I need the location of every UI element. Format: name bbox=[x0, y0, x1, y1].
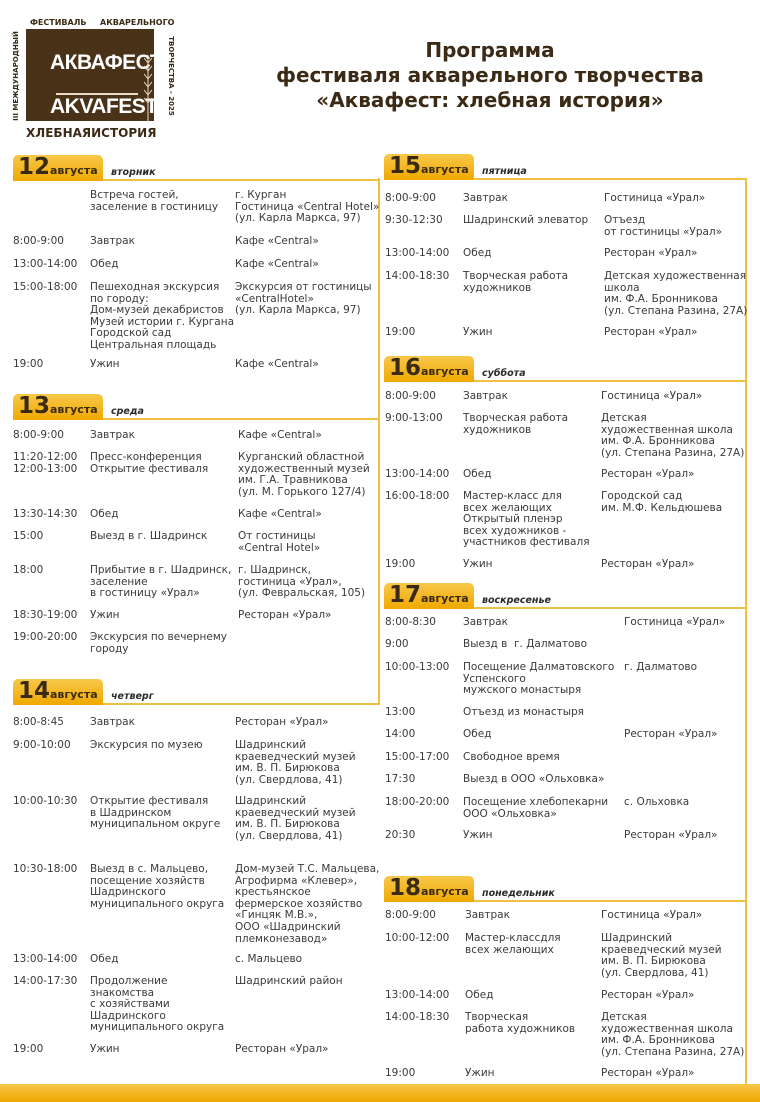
row-place: Шадринский район bbox=[235, 975, 343, 987]
row-time: 13:00-14:00 bbox=[385, 989, 450, 1001]
weekday-label: четверг bbox=[111, 691, 154, 702]
title-line-3: «Аквафест: хлебная история» bbox=[316, 88, 664, 112]
row-place: Гостиница «Урал» bbox=[601, 390, 703, 402]
row-time: 13:00-14:00 bbox=[13, 258, 78, 270]
date-month: августа bbox=[421, 365, 469, 378]
date-month: августа bbox=[421, 592, 469, 605]
row-activity: Завтрак bbox=[90, 716, 135, 728]
row-time: 13:30-14:30 bbox=[13, 508, 78, 520]
row-place: Гостиница «Урал» bbox=[624, 616, 726, 628]
row-place: Детская художественная школа им. Ф.А. Бронникова (ул. Степана Разина, 27А) bbox=[601, 412, 745, 459]
section-underline bbox=[103, 179, 379, 181]
row-activity: Шадринский элеватор bbox=[463, 214, 589, 226]
date-tab bbox=[13, 155, 103, 181]
row-time: 9:00-10:00 bbox=[13, 739, 71, 751]
date-number: 12 bbox=[18, 154, 51, 180]
row-activity: Творческая работа художников bbox=[463, 270, 569, 294]
logo-left-side: III МЕЖДУНАРОДНЫЙ bbox=[12, 31, 20, 121]
row-activity: Завтрак bbox=[463, 192, 508, 204]
row-activity: Выезд в с. Мальцево, посещение хозяйств Шадринского муниципального округа bbox=[90, 863, 225, 910]
row-place: Кафе «Central» bbox=[235, 235, 319, 247]
row-activity: Обед bbox=[90, 258, 119, 270]
date-tab bbox=[384, 583, 474, 609]
row-activity: Отъезд из монастыря bbox=[463, 706, 584, 718]
date-tab bbox=[13, 679, 103, 705]
row-activity: Экскурсия по музею bbox=[90, 739, 203, 751]
row-place: От гостиницы «Central Hotel» bbox=[238, 530, 321, 554]
row-activity: Пресс-конференция Открытие фестиваля bbox=[90, 451, 209, 475]
bottom-bar bbox=[0, 1084, 760, 1102]
row-activity: Обед bbox=[463, 728, 492, 740]
row-place: Курганский областной художественный музей им. Г.А. Травникова (ул. М. Горького 127/4) bbox=[238, 451, 370, 498]
row-place: Ресторан «Урал» bbox=[604, 247, 698, 259]
date-tab bbox=[384, 356, 474, 382]
row-time: 8:00-8:45 bbox=[13, 716, 64, 728]
row-time: 13:00-14:00 bbox=[13, 953, 78, 965]
row-time: 20:30 bbox=[385, 829, 416, 841]
row-place: Детская художественная школа им. Ф.А. Бронникова (ул. Степана Разина, 27А) bbox=[601, 1011, 745, 1058]
row-time: 8:00-9:00 bbox=[13, 235, 64, 247]
row-place: Шадринский краеведческий музей им. В. П. Бирюкова (ул. Свердлова, 41) bbox=[235, 795, 356, 842]
date-tab bbox=[384, 154, 474, 180]
row-time: 17:30 bbox=[385, 773, 416, 785]
date-number: 18 bbox=[389, 875, 422, 901]
row-place: Кафе «Central» bbox=[238, 508, 322, 520]
row-place: Дом-музей Т.С. Мальцева, Агрофирма «Клевер», крестьянское фермерское хозяйство «Гинцяк М.В.», ООО «Шадринский племконезавод» bbox=[235, 863, 380, 945]
row-time: 14:00 bbox=[385, 728, 416, 740]
row-place: Кафе «Central» bbox=[235, 358, 319, 370]
row-time: 10:00-12:00 bbox=[385, 932, 450, 944]
row-time: 8:00-8:30 bbox=[385, 616, 436, 628]
date-month: августа bbox=[50, 403, 98, 416]
row-activity: Прибытие в г. Шадринск, заселение в гостиницу «Урал» bbox=[90, 564, 232, 600]
row-place: Ресторан «Урал» bbox=[624, 829, 718, 841]
section-underline bbox=[103, 703, 379, 705]
logo-main-ru: АКВАФЕСТ bbox=[50, 51, 163, 74]
row-activity: Творческая работа художников bbox=[463, 412, 569, 436]
row-activity: Открытие фестиваля в Шадринском муниципальном округе bbox=[90, 795, 221, 831]
logo-main-en: AKVAFEST bbox=[50, 95, 158, 118]
row-time: 8:00-9:00 bbox=[13, 429, 64, 441]
row-activity: Встреча гостей, заселение в гостиницу bbox=[90, 189, 219, 213]
row-time: 13:00 bbox=[385, 706, 416, 718]
weekday-label: пятница bbox=[482, 166, 527, 177]
row-activity: Ужин bbox=[90, 1043, 120, 1055]
weekday-label: среда bbox=[111, 406, 144, 417]
row-time: 13:00-14:00 bbox=[385, 468, 450, 480]
date-tab bbox=[384, 876, 474, 902]
row-activity: Ужин bbox=[463, 829, 493, 841]
row-time: 9:30-12:30 bbox=[385, 214, 443, 226]
row-time: 10:00-10:30 bbox=[13, 795, 78, 807]
row-place: Шадринский краеведческий музей им. В. П. Бирюкова (ул. Свердлова, 41) bbox=[235, 739, 356, 786]
logo-top-right: АКВАРЕЛЬНОГО bbox=[100, 18, 175, 27]
section-underline bbox=[474, 178, 746, 180]
row-place: Ресторан «Урал» bbox=[235, 1043, 329, 1055]
festival-logo bbox=[8, 14, 188, 144]
section-underline bbox=[474, 900, 746, 902]
row-time: 15:00 bbox=[13, 530, 44, 542]
row-activity: Продолжение знакомства с хозяйствами Шадринского муниципального округа bbox=[90, 975, 225, 1034]
row-time: 8:00-9:00 bbox=[385, 909, 436, 921]
row-place: Детская художественная школа им. Ф.А. Бронникова (ул. Степана Разина, 27А) bbox=[604, 270, 748, 317]
row-activity: Обед bbox=[463, 468, 492, 480]
date-number: 14 bbox=[18, 678, 51, 704]
row-activity: Выезд в ООО «Ольховка» bbox=[463, 773, 605, 785]
row-activity: Ужин bbox=[463, 326, 493, 338]
row-time: 14:00-18:30 bbox=[385, 1011, 450, 1023]
weekday-label: понедельник bbox=[482, 888, 555, 899]
logo-box bbox=[26, 29, 163, 121]
row-activity: Обед bbox=[463, 247, 492, 259]
row-activity: Обед bbox=[90, 953, 119, 965]
row-activity: Завтрак bbox=[90, 235, 135, 247]
row-activity: Завтрак bbox=[463, 390, 508, 402]
row-place: г. Курган Гостиница «Central Hotel» (ул. Карла Маркса, 97) bbox=[235, 189, 380, 225]
row-activity: Обед bbox=[90, 508, 119, 520]
row-activity: Свободное время bbox=[463, 751, 560, 763]
row-activity: Посещение хлебопекарни ООО «Ольховка» bbox=[463, 796, 609, 820]
row-place: Городской сад им. М.Ф. Кельдюшева bbox=[601, 490, 723, 514]
row-time: 19:00 bbox=[385, 558, 416, 570]
section-underline bbox=[103, 418, 379, 420]
row-time: 15:00-17:00 bbox=[385, 751, 450, 763]
row-activity: Завтрак bbox=[90, 429, 135, 441]
date-number: 17 bbox=[389, 582, 422, 608]
logo-bottom bbox=[26, 126, 157, 140]
row-time: 14:00-18:30 bbox=[385, 270, 450, 282]
date-number: 13 bbox=[18, 393, 51, 419]
row-place: Ресторан «Урал» bbox=[601, 989, 695, 1001]
row-place: Ресторан «Урал» bbox=[235, 716, 329, 728]
weekday-label: суббота bbox=[482, 368, 526, 379]
weekday-label: воскресенье bbox=[482, 595, 551, 606]
row-time: 19:00 bbox=[385, 1067, 416, 1079]
row-place: Ресторан «Урал» bbox=[238, 609, 332, 621]
row-place: Отъезд от гостиницы «Урал» bbox=[604, 214, 723, 238]
row-time: 9:00 bbox=[385, 638, 409, 650]
title-line-2: фестиваля акварельного творчества bbox=[276, 63, 704, 87]
row-time: 14:00-17:30 bbox=[13, 975, 78, 987]
row-time: 10:00-13:00 bbox=[385, 661, 450, 673]
row-activity: Завтрак bbox=[465, 909, 510, 921]
date-month: августа bbox=[421, 163, 469, 176]
row-activity: Пешеходная экскурсия по городу: Дом-музей декабристов Музей истории г. Кургана Городской сад Центральная площадь bbox=[90, 281, 235, 351]
row-activity: Ужин bbox=[90, 358, 120, 370]
row-time: 13:00-14:00 bbox=[385, 247, 450, 259]
section-underline bbox=[474, 380, 746, 382]
date-number: 15 bbox=[389, 153, 422, 179]
date-number: 16 bbox=[389, 355, 422, 381]
row-time: 18:00-20:00 bbox=[385, 796, 450, 808]
row-time: 11:20-12:00 12:00-13:00 bbox=[13, 451, 78, 475]
row-time: 19:00-20:00 bbox=[13, 631, 78, 643]
row-place: Ресторан «Урал» bbox=[604, 326, 698, 338]
row-place: Ресторан «Урал» bbox=[601, 468, 695, 480]
section-underline bbox=[474, 607, 746, 609]
row-time: 19:00 bbox=[13, 358, 44, 370]
row-activity: Ужин bbox=[463, 558, 493, 570]
row-activity: Мастер-классдля всех желающих bbox=[465, 932, 561, 956]
weekday-label: вторник bbox=[111, 167, 156, 178]
row-time: 10:30-18:00 bbox=[13, 863, 78, 875]
row-time: 18:00 bbox=[13, 564, 44, 576]
row-activity: Выезд в г. Шадринск bbox=[90, 530, 208, 542]
title-line-1: Программа bbox=[425, 38, 555, 62]
row-activity: Ужин bbox=[90, 609, 120, 621]
date-month: августа bbox=[50, 164, 98, 177]
row-time: 19:00 bbox=[13, 1043, 44, 1055]
row-activity: Завтрак bbox=[463, 616, 508, 628]
row-place: Кафе «Central» bbox=[238, 429, 322, 441]
date-tab bbox=[13, 394, 103, 420]
row-place: Ресторан «Урал» bbox=[601, 1067, 695, 1079]
row-place: Кафе «Central» bbox=[235, 258, 319, 270]
date-month: августа bbox=[421, 885, 469, 898]
row-place: Экскурсия от гостиницы «CentralHotel» (ул. Карла Маркса, 97) bbox=[235, 281, 372, 317]
page-title bbox=[210, 38, 760, 113]
row-activity: Экскурсия по вечернему городу bbox=[90, 631, 227, 655]
row-activity: Посещение Далматовского Успенского мужского монастыря bbox=[463, 661, 615, 697]
row-place: Ресторан «Урал» bbox=[624, 728, 718, 740]
wheat-icon bbox=[144, 55, 152, 121]
row-place: г. Далматово bbox=[624, 661, 698, 673]
row-activity: Обед bbox=[465, 989, 494, 1001]
logo-top-left: ФЕСТИВАЛЬ bbox=[30, 18, 87, 27]
row-time: 16:00-18:00 bbox=[385, 490, 450, 502]
row-time: 15:00-18:00 bbox=[13, 281, 78, 293]
row-time: 18:30-19:00 bbox=[13, 609, 78, 621]
row-place: Шадринский краеведческий музей им. В. П. Бирюкова (ул. Свердлова, 41) bbox=[601, 932, 722, 979]
row-place: с. Ольховка bbox=[624, 796, 690, 808]
row-time: 8:00-9:00 bbox=[385, 192, 436, 204]
logo-bottom-right: ИСТОРИЯ bbox=[91, 126, 157, 140]
row-activity: Ужин bbox=[465, 1067, 495, 1079]
row-activity: Творческая работа художников bbox=[465, 1011, 576, 1035]
row-place: г. Шадринск, гостиница «Урал», (ул. Февральская, 105) bbox=[238, 564, 366, 600]
row-time: 9:00-13:00 bbox=[385, 412, 443, 424]
logo-bottom-left: ХЛЕБНАЯ bbox=[26, 126, 92, 140]
row-activity: Мастер-класс для всех желающих Открытый пленэр всех художников - участников фестиваля bbox=[463, 490, 590, 549]
row-time: 19:00 bbox=[385, 326, 416, 338]
row-place: Гостиница «Урал» bbox=[601, 909, 703, 921]
row-activity: Выезд в г. Далматово bbox=[463, 638, 588, 650]
row-time: 8:00-9:00 bbox=[385, 390, 436, 402]
column-divider bbox=[378, 178, 380, 705]
logo-right-side: ТВОРЧЕСТВА - 2025 bbox=[167, 36, 175, 116]
row-place: Ресторан «Урал» bbox=[601, 558, 695, 570]
date-month: августа bbox=[50, 688, 98, 701]
row-place: с. Мальцево bbox=[235, 953, 303, 965]
row-place: Гостиница «Урал» bbox=[604, 192, 706, 204]
